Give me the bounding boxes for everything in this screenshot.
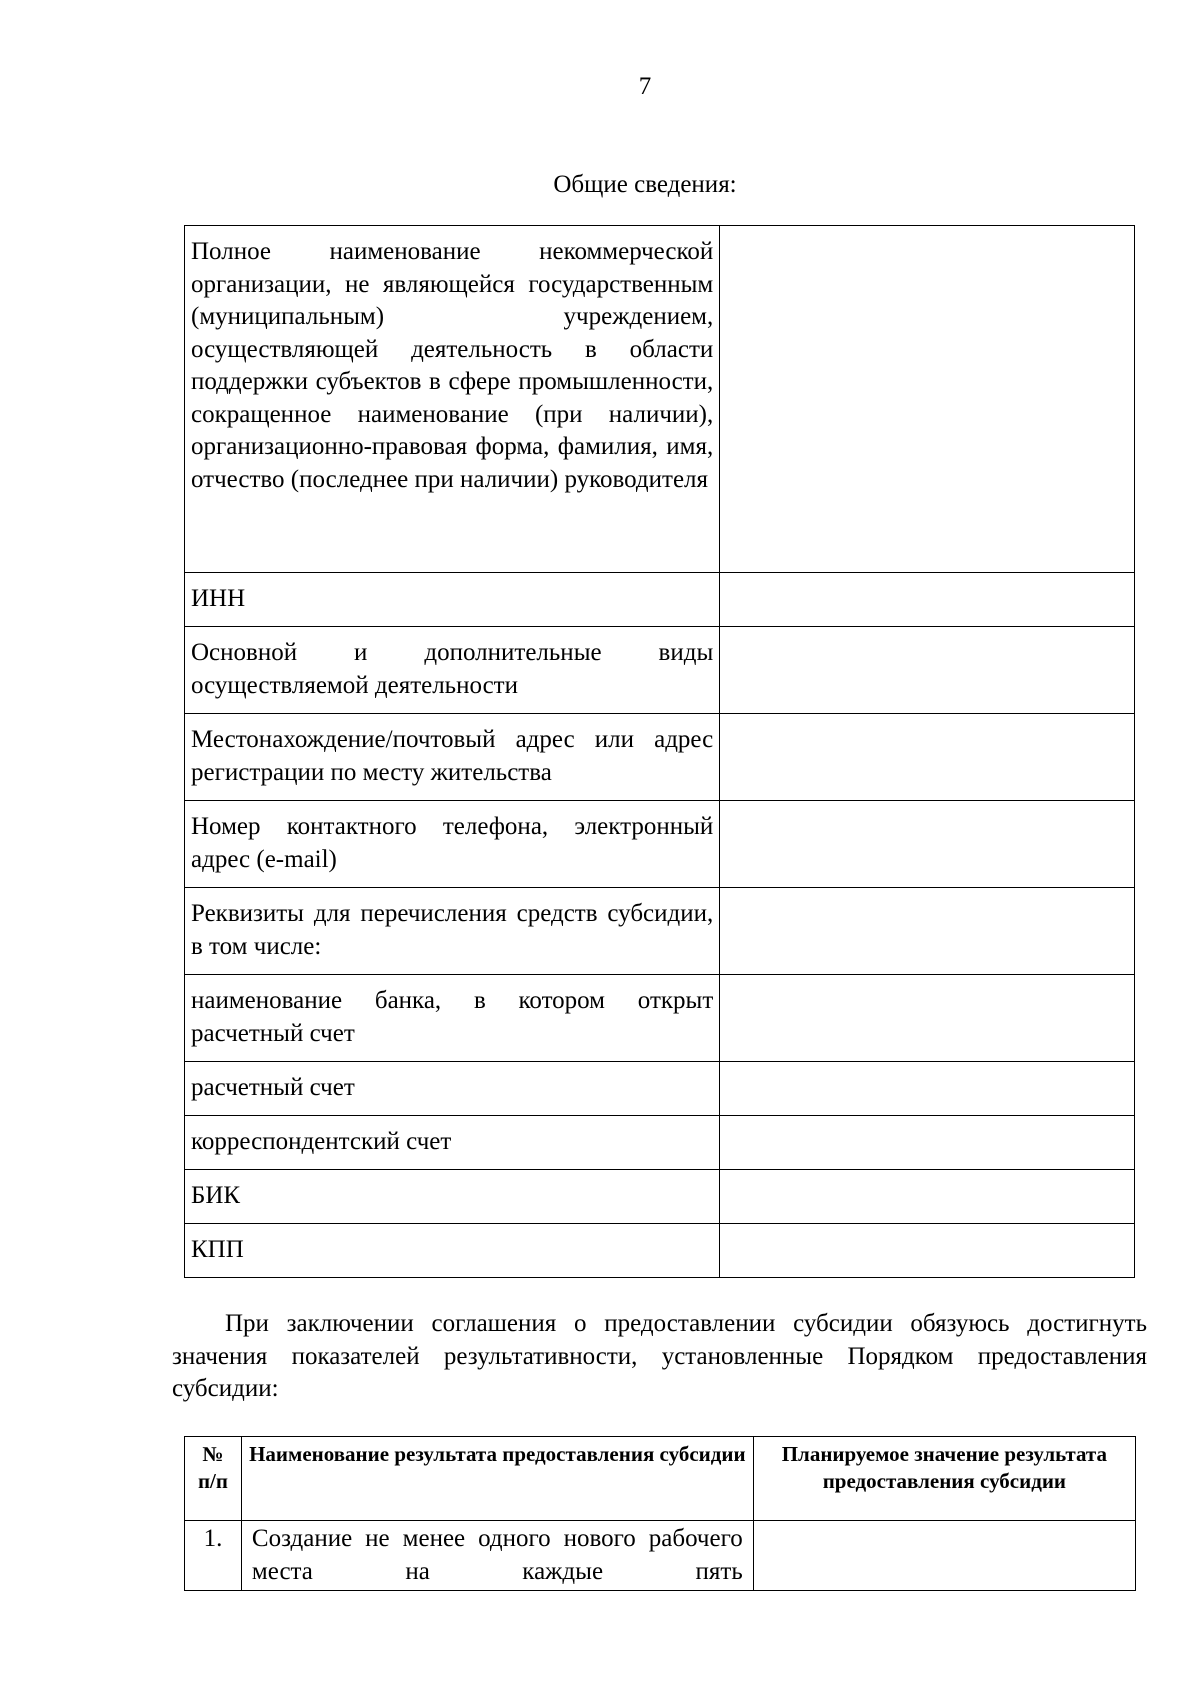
row-value-inn[interactable] (720, 573, 1135, 627)
row-label-kpp: КПП (185, 1224, 720, 1278)
result-name: Создание не менее одного нового рабочего места на каждые пять (241, 1521, 753, 1591)
table-row (185, 1521, 1136, 1591)
table-row (185, 1224, 1135, 1278)
row-value-requisites[interactable] (720, 888, 1135, 975)
header-result-name: Наименование результата предоставления субсидии (241, 1437, 753, 1521)
general-info-table (184, 225, 1135, 1278)
header-planned-value: Планируемое значение результата предоставления субсидии (753, 1437, 1135, 1521)
row-label-full-name: Полное наименование некоммерческой организации, не являющейся государственным (муниципальным) учреждением, осуществляющей деятельность в области поддержки субъектов в сфере промышленности, сокращенное наименование (при наличии), организационно-правовая форма, фамилия, имя, отчество (последнее при наличии) руководителя (185, 226, 720, 573)
row-value-activities[interactable] (720, 627, 1135, 714)
section-title: Общие сведения: (553, 171, 737, 198)
row-label-bik: БИК (185, 1170, 720, 1224)
page-number: 7 (638, 73, 652, 100)
row-value-account[interactable] (720, 1062, 1135, 1116)
commitment-paragraph: При заключении соглашения о предоставлении субсидии обязуюсь достигнуть значения показателей результативности, установленные Порядком предоставления субсидии: (172, 1310, 1147, 1402)
results-header-row (185, 1437, 1136, 1521)
header-number: № п/п (185, 1437, 242, 1521)
table-row (185, 888, 1135, 975)
row-value-contacts[interactable] (720, 801, 1135, 888)
table-row (185, 975, 1135, 1062)
row-label-corr-account: корреспондентский счет (185, 1116, 720, 1170)
table-row (185, 1062, 1135, 1116)
table-row (185, 1170, 1135, 1224)
row-label-activities: Основной и дополнительные виды осуществляемой деятельности (185, 627, 720, 714)
row-label-bank-name: наименование банка, в котором открыт расчетный счет (185, 975, 720, 1062)
row-label-contacts: Номер контактного телефона, электронный адрес (e-mail) (185, 801, 720, 888)
row-label-account: расчетный счет (185, 1062, 720, 1116)
table-row (185, 1116, 1135, 1170)
table-row (185, 226, 1135, 573)
row-label-requisites: Реквизиты для перечисления средств субсидии, в том числе: (185, 888, 720, 975)
results-table (184, 1436, 1136, 1591)
row-value-bank-name[interactable] (720, 975, 1135, 1062)
row-label-address: Местонахождение/почтовый адрес или адрес регистрации по месту жительства (185, 714, 720, 801)
table-row (185, 627, 1135, 714)
result-planned-value[interactable] (753, 1521, 1135, 1591)
table-row (185, 714, 1135, 801)
row-value-kpp[interactable] (720, 1224, 1135, 1278)
row-value-corr-account[interactable] (720, 1116, 1135, 1170)
row-value-full-name[interactable] (720, 226, 1135, 573)
row-label-inn: ИНН (185, 573, 720, 627)
result-number: 1. (185, 1521, 242, 1591)
table-row (185, 801, 1135, 888)
table-row (185, 573, 1135, 627)
row-value-address[interactable] (720, 714, 1135, 801)
row-value-bik[interactable] (720, 1170, 1135, 1224)
